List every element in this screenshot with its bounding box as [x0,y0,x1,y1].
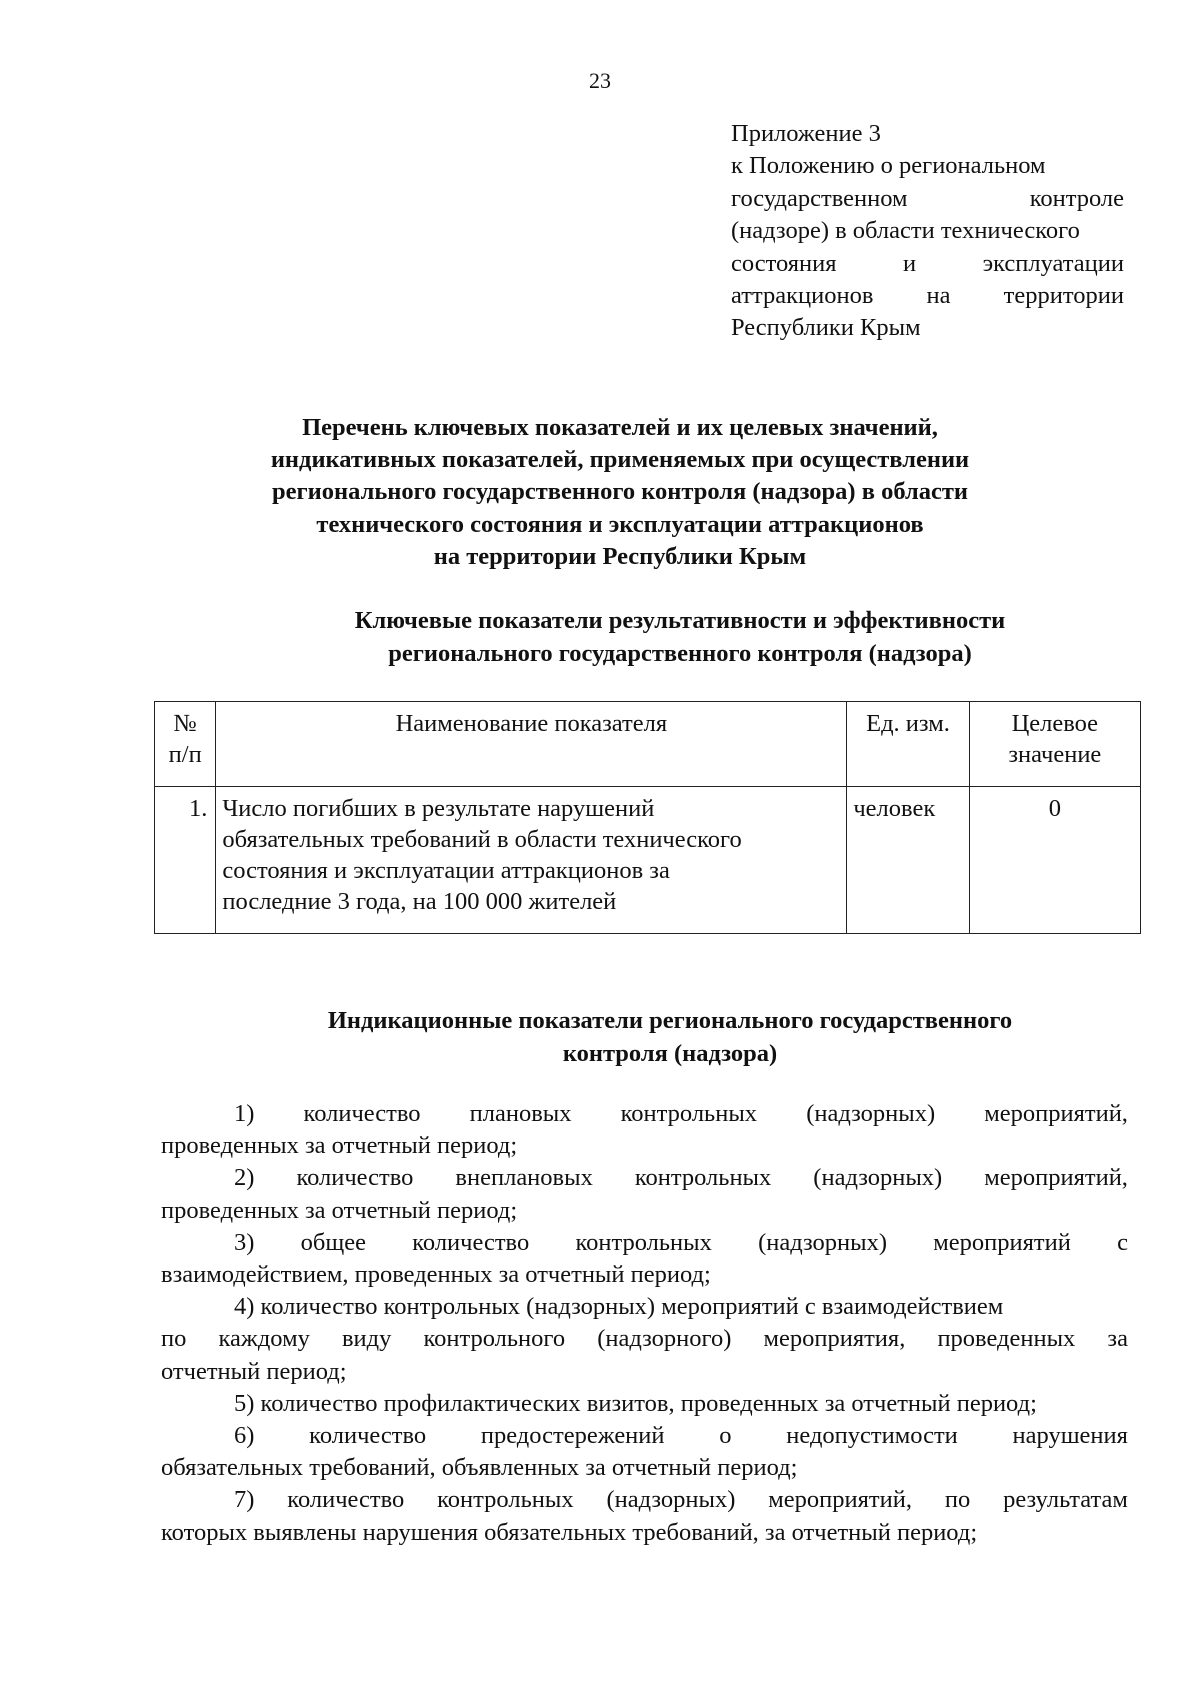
item-word: контрольных [620,1100,758,1127]
item-line [161,1323,1128,1355]
appendix-line: Республики Крым [731,314,921,342]
table-header-row [155,702,1141,787]
appendix-word: на [926,282,951,310]
section-title-line: контроля (надзора) [562,1039,778,1067]
item-line: отчетный период; [161,1357,347,1385]
item-line: 4) количество контрольных (надзорных) мероприятий с взаимодействием [234,1293,1004,1321]
document-title [160,412,1080,573]
item-word: (надзорных) [806,1100,936,1127]
list-item [161,1484,1128,1548]
header-num [155,702,216,787]
item-word: за [1107,1325,1128,1353]
cell-name-line: обязательных требований в области технического [222,826,742,853]
item-word: предостережений [480,1422,665,1450]
item-word: контрольного [423,1325,566,1353]
cell-name-line: последние 3 года, на 100 000 жителей [222,888,617,915]
appendix-line [731,248,1124,280]
item-word: контрольных [634,1164,772,1192]
appendix-word: эксплуатации [982,249,1124,277]
item-word: проведенных [937,1325,1076,1353]
item-line [161,1484,1128,1516]
title-line: технического состояния и эксплуатации аттракционов [316,510,924,538]
item-word: нарушения [1012,1422,1128,1450]
appendix-word: территории [1003,282,1124,310]
page-number: 23 [589,68,611,93]
kpi-table [154,701,1141,934]
cell-num: 1. [155,787,216,934]
appendix-line: (надзоре) в области технического [731,217,1080,245]
cell-unit: человек [847,787,969,934]
item-word: результатам [1003,1486,1128,1514]
item-word: по [944,1486,971,1514]
item-line: обязательных требований, объявленных за отчетный период; [161,1454,798,1482]
appendix-word: и [903,249,917,277]
list-item [161,1291,1128,1388]
item-line [161,1227,1128,1259]
appendix-line [731,183,1124,215]
item-line [161,1098,1128,1130]
indicators-list [161,1098,1128,1549]
kpi-section-title [200,605,1160,670]
item-word: внеплановых [455,1164,593,1192]
table-row [155,787,1141,934]
item-word: недопустимости [786,1422,958,1450]
item-line: проведенных за отчетный период; [161,1132,518,1160]
item-word: количество [303,1100,421,1127]
item-line: взаимодействием, проведенных за отчетный период; [161,1261,711,1289]
appendix-word: состояния [731,249,837,277]
item-word: 7) [234,1486,255,1514]
item-word: (надзорных) [813,1164,943,1192]
item-word: 3) [234,1228,255,1256]
item-word: по [161,1325,187,1353]
item-word: мероприятия, [763,1325,906,1353]
section-title-line: Ключевые показатели результативности и эффективности [354,607,1006,634]
item-word: количество [412,1228,530,1256]
title-line: Перечень ключевых показателей и их целевых значений, [302,414,938,441]
item-line: которых выявлены нарушения обязательных требований, за отчетный период; [161,1518,978,1546]
item-word: контрольных [575,1228,712,1256]
header-name: Наименование показателя [216,702,847,787]
appendix-block [731,118,1124,345]
list-item [161,1098,1128,1162]
item-word: мероприятий, [984,1164,1128,1192]
list-item [161,1388,1128,1420]
item-word: (надзорного) [597,1325,732,1353]
list-item [161,1227,1128,1291]
cell-name-line: Число погибших в результате нарушений [222,795,655,822]
item-word: 6) [234,1422,255,1450]
item-word: (надзорных) [758,1228,888,1256]
appendix-word: аттракционов [731,282,874,310]
item-word: контрольных [437,1486,574,1514]
appendix-line [731,280,1124,312]
list-item [161,1420,1128,1484]
list-item [161,1162,1128,1226]
cell-name-line: состояния и эксплуатации аттракционов за [222,857,670,884]
header-unit: Ед. изм. [847,702,969,787]
appendix-word: контроле [1029,184,1124,212]
item-word: каждому [218,1325,310,1353]
item-line [161,1162,1128,1194]
section-title-line: регионального государственного контроля (надзора) [388,639,972,667]
title-line: на территории Республики Крым [433,542,807,570]
item-word: мероприятий, [984,1100,1128,1127]
item-word: о [719,1422,732,1450]
item-line: 5) количество профилактических визитов, проведенных за отчетный период; [234,1389,1037,1417]
item-word: количество [309,1422,427,1450]
item-word: мероприятий [933,1228,1071,1256]
item-word: количество [296,1164,414,1192]
header-target [969,702,1140,787]
title-line: индикативных показателей, применяемых при осуществлении [270,446,970,474]
item-word: с [1117,1228,1128,1256]
item-word: виду [341,1325,392,1353]
appendix-word: государственном [731,184,908,212]
item-word: 2) [234,1164,255,1192]
header-num-line: п/п [168,741,202,768]
appendix-line: к Положению о региональном [731,152,1046,180]
item-word: мероприятий, [768,1486,912,1514]
cell-name [216,787,847,934]
header-target-line: Целевое [1011,710,1099,737]
appendix-line: Приложение 3 [731,120,881,147]
item-word: (надзорных) [606,1486,736,1514]
item-word: количество [287,1486,405,1514]
header-num-line: № [173,710,197,737]
indicators-section-title [180,1005,1160,1070]
item-word: плановых [469,1100,572,1127]
item-line [161,1420,1128,1452]
item-word: общее [300,1228,366,1256]
item-word: 1) [234,1100,255,1127]
item-line: проведенных за отчетный период; [161,1196,518,1224]
title-line: регионального государственного контроля (надзора) в области [272,478,968,506]
header-target-line: значение [1008,741,1102,768]
cell-target: 0 [969,787,1140,934]
section-title-line: Индикационные показатели регионального государственного [327,1007,1013,1034]
